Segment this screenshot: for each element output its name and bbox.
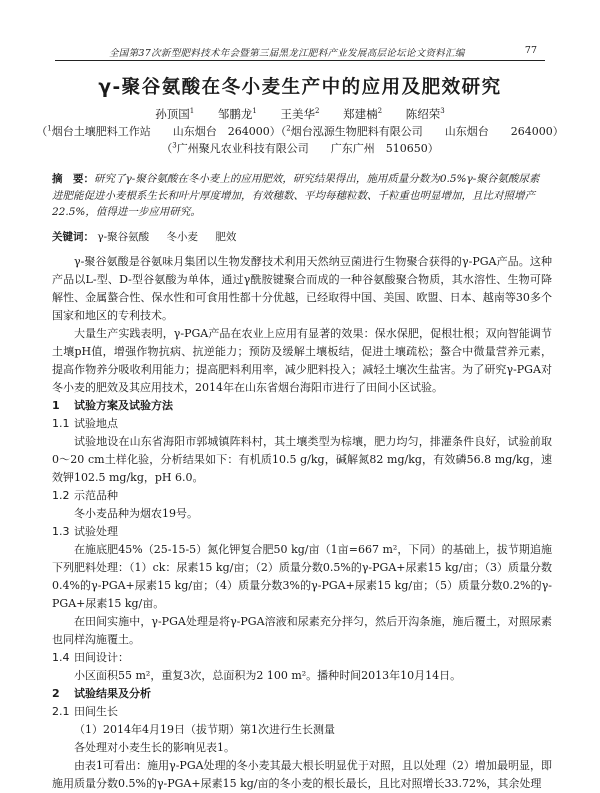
subsection-heading: 2.1 田间生长 — [52, 705, 118, 718]
affiliation-org: 烟台泓源生物肥料有限公司 — [290, 125, 423, 138]
affiliation-org: 广州聚凡农业科技有限公司 — [176, 142, 309, 155]
paragraph: 冬小麦品种为烟农19号。 — [74, 507, 198, 520]
paragraph: 试验地设在山东省海阳市郭城镇阵料村，其土壤类型为棕壤，肥力均匀，排灌条件良好，试验前取0～20 cm土样化验，分析结果如下：有机质10.5 g/kg，碱解氮82 mg/kg，有效磷56.8 mg/kg，速效钾102.5 mg/kg，pH 6.0。 — [52, 435, 552, 484]
author: 王美华$^2$ — [280, 107, 320, 121]
paragraph: 在施底肥45%（25-15-5）氮化钾复合肥50 kg/亩（1亩=667 m²，下同）的基础上，拔节期追施下列肥料处理：（1）ck：尿素15 kg/亩；（2）质量分数0.5%的γ-PGA+尿素15 kg/亩；（3）质量分数0.4%的γ-PGA+尿素15 kg/亩；（4）质量分数3%的γ-PGA+尿素15 kg/亩；（5）质量分数0.2%的γ-PGA+尿素15 kg/亩。 — [52, 543, 552, 610]
subsection-heading: 1.2 示范品种 — [52, 489, 118, 502]
abstract — [52, 171, 546, 221]
author-list — [0, 106, 600, 122]
author: 陈绍荣$^3$ — [405, 107, 445, 121]
keywords-label: 关键词： — [52, 231, 94, 243]
paragraph: 在田间实施中，γ-PGA处理是将γ-PGA溶液和尿素充分拌匀，然后开沟条施，施后覆土，对照尿素也同样沟施覆土。 — [52, 615, 552, 646]
abstract-text: 研究了γ-聚谷氨酸在冬小麦上的应用肥效，研究结果得出，施用质量分数为0.5%γ-聚谷氨酸尿素进肥能促进小麦根系生长和叶片厚度增加，有效穗数、平均每穗粒数、千粒重也明显增加，且比对照增产22.5%，值得进一步应用研究。 — [52, 173, 540, 218]
paragraph: 大量生产实践表明，γ-PGA产品在农业上应用有显著的效果：保水保肥，促根壮根；双向智能调节土壤pH值，增强作物抗病、抗逆能力；预防及缓解土壤板结，促进土壤疏松；螯合中微量营养元素，提高作物养分吸收利用能力；提高肥料利用率，减少肥料投入；减轻土壤次生盐害。为了研究γ-PGA对冬小麦的肥效及其应用技术，2014年在山东省烟台海阳市进行了田间小区试验。 — [52, 327, 552, 394]
paragraph: 小区面积55 m²，重复3次，总面积为2 100 m²。播种时间2013年10月14日。 — [74, 669, 462, 682]
paragraph: （1）2014年4月19日（拔节期）第1次进行生长测量 — [74, 723, 335, 736]
running-title: 全国第37次新型肥料技术年会暨第三届黑龙江肥料产业发展高层论坛论文资料汇编 — [109, 48, 465, 59]
author: 邹鹏龙$^1$ — [217, 107, 257, 121]
paragraph: γ-聚谷氨酸是谷氨味月集团以生物发酵技术利用天然纳豆菌进行生物聚合获得的γ-PGA产品。这种产品以L-型、D-型谷氨酸为单体，通过γ酰胺键聚合而成的一种谷氨酸聚合物质，其水溶性、生物可降解性、金属螯合性、保水性和可食用性都十分优越，已经取得中国、美国、欧盟、日本、越南等30多个国家和地区的专利技术。 — [52, 255, 552, 322]
affiliation-line-2: （$^3$广州聚凡农业科技有限公司 广东广州 510650） — [161, 141, 439, 155]
subsection-heading: 1.1 试验地点 — [52, 417, 118, 430]
paragraph: 各处理对小麦生长的影响见表1。 — [74, 741, 235, 754]
keyword: γ-聚谷氨酸 — [97, 231, 150, 243]
author: 孙顶国$^1$ — [155, 107, 195, 121]
abstract-label: 摘 要： — [52, 173, 94, 185]
affiliation-line-1: （$^1$烟台土壤肥料工作站 山东烟台 264000）（$^2$烟台泓源生物肥料有限公司 山东烟台 264000） — [36, 124, 564, 138]
keyword: 肥效 — [215, 231, 237, 243]
keyword: 冬小麦 — [166, 231, 199, 243]
running-header — [55, 44, 545, 61]
paper-title: γ-聚谷氨酸在冬小麦生产中的应用及肥效研究 — [98, 77, 502, 98]
section-heading: 1 试验方案及试验方法 — [52, 399, 173, 412]
author: 郑建楠$^2$ — [343, 107, 383, 121]
subsection-heading: 1.4 田间设计： — [52, 651, 129, 664]
section-heading: 2 试验结果及分析 — [52, 687, 151, 700]
keywords — [52, 229, 546, 244]
subsection-heading: 1.3 试验处理 — [52, 525, 118, 538]
page-number: 77 — [524, 45, 537, 56]
paragraph: 由表1可看出：施用γ-PGA处理的冬小麦其最大根长明显优于对照，且以处理（2）增加最明显，即施用质量分数0.5%的γ-PGA+尿素15 kg/亩的冬小麦的根长最长，且比对照增长33.72%，其余处理 — [52, 759, 552, 790]
affiliation-org: 烟台土壤肥料工作站 — [51, 125, 151, 138]
body-text — [52, 253, 552, 793]
